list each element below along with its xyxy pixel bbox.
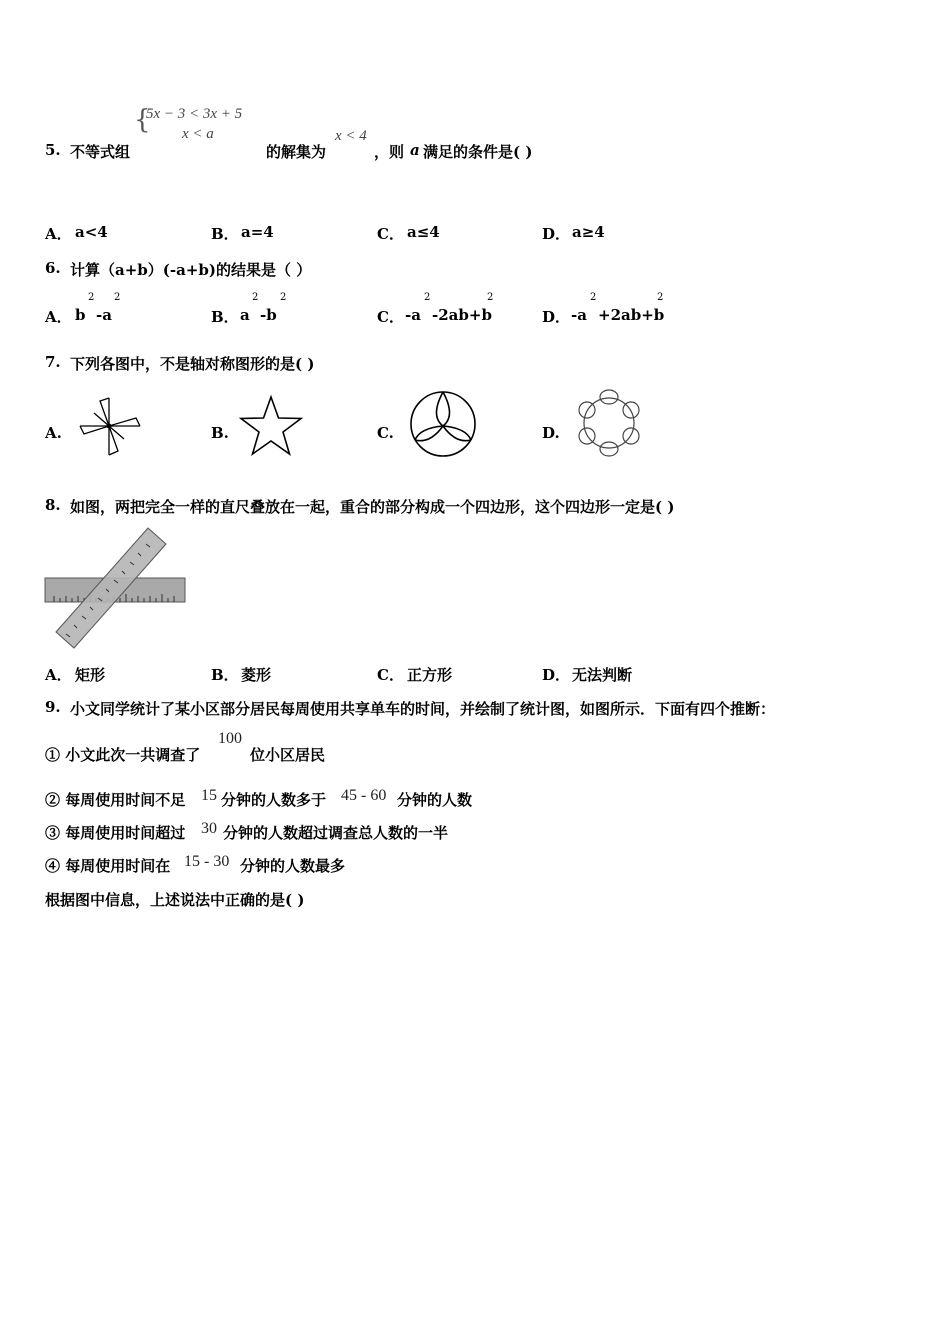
q6-option-a-letter: A． <box>45 308 72 326</box>
q5-tail-post: 满足的条件是( ) <box>423 143 533 161</box>
q6-option-b-base2: -b <box>260 306 277 324</box>
q6-option-c-base1: -a <box>405 306 421 324</box>
q5-mid-text: 的解集为 <box>266 143 327 161</box>
q9-statement-4-pre: ④ 每周使用时间在 <box>45 857 171 875</box>
q7-option-b-letter: B. <box>211 424 229 442</box>
q9-question: 根据图中信息，上述说法中正确的是( ) <box>45 891 305 909</box>
q6-option-c-exp1: 2 <box>424 292 431 303</box>
q7-option-a-letter: A. <box>45 424 62 442</box>
q5-option-a: a<4 <box>75 223 108 241</box>
q5-option-c: a≤4 <box>407 223 440 241</box>
system-brace: { <box>134 105 151 135</box>
q9-statement-2-mid: 分钟的人数多于 <box>221 791 327 809</box>
q5-number: 5. <box>45 141 61 159</box>
q8-option-a-letter: A． <box>45 666 72 684</box>
q9-statement-1-post: 位小区居民 <box>250 746 326 764</box>
q6-option-d-base1: -a <box>571 306 587 324</box>
q9-statement-2-number-1: 15 <box>201 787 217 804</box>
q5-option-a-letter: A． <box>45 225 72 243</box>
q6-option-c-letter: C． <box>377 308 404 326</box>
q5-lead-text: 不等式组 <box>70 143 131 161</box>
q9-statement-2-number-2: 45 - 60 <box>341 787 387 804</box>
q8-text: 如图，两把完全一样的直尺叠放在一起，重合的部分构成一个四边形，这个四边形一定是( ) <box>70 498 675 516</box>
overlapping-rulers-figure <box>44 524 190 652</box>
star-figure <box>238 394 304 458</box>
q9-statement-3-post: 分钟的人数超过调查总人数的一半 <box>223 824 449 842</box>
q9-statement-3-pre: ③ 每周使用时间超过 <box>45 824 186 842</box>
q5-option-c-letter: C． <box>377 225 404 243</box>
q6-number: 6. <box>45 259 61 277</box>
flower-figure <box>570 385 648 461</box>
q5-var-a: a <box>410 141 420 159</box>
q8-number: 8. <box>45 496 61 514</box>
q9-text: 小文同学统计了某小区部分居民每周使用共享单车的时间，并绘制了统计图，如图所示．下面有四个推断： <box>70 700 776 718</box>
q6-option-d-exp1: 2 <box>590 292 597 303</box>
q6-option-d-base2: +2ab+b <box>598 306 665 324</box>
q6-option-a-exp1: 2 <box>88 292 95 303</box>
q5-solution: x < 4 <box>335 128 367 144</box>
q5-tail-pre: ，则 <box>374 143 405 161</box>
q5-option-b: a=4 <box>241 223 274 241</box>
circle-three-arcs-figure <box>406 388 480 460</box>
q9-statement-1-number: 100 <box>218 730 242 747</box>
q7-number: 7. <box>45 353 61 371</box>
q5-option-d: a≥4 <box>572 223 605 241</box>
q8-option-b-letter: B． <box>211 666 239 684</box>
system-line-2: x < a <box>182 126 214 142</box>
q9-statement-4-post: 分钟的人数最多 <box>240 857 346 875</box>
q9-statement-4-number: 15 - 30 <box>184 853 230 870</box>
q9-number: 9. <box>45 698 61 716</box>
q8-option-c: 正方形 <box>407 666 453 684</box>
q6-option-d-exp2: 2 <box>657 292 664 303</box>
q7-option-d-letter: D. <box>542 424 560 442</box>
q6-option-c-exp2: 2 <box>487 292 494 303</box>
q9-statement-2-post: 分钟的人数 <box>397 791 473 809</box>
q8-option-b: 菱形 <box>241 666 272 684</box>
system-line-1: 5x − 3 < 3x + 5 <box>146 106 243 122</box>
q6-option-a-exp2: 2 <box>114 292 121 303</box>
q8-option-d: 无法判断 <box>572 666 633 684</box>
q6-option-b-base1: a <box>240 306 250 324</box>
q6-option-b-exp2: 2 <box>280 292 287 303</box>
q6-option-b-exp1: 2 <box>252 292 259 303</box>
q8-option-a: 矩形 <box>75 666 106 684</box>
q5-option-b-letter: B． <box>211 225 239 243</box>
q8-option-d-letter: D． <box>542 666 571 684</box>
q6-option-b-letter: B． <box>211 308 239 326</box>
q6-option-d-letter: D． <box>542 308 571 326</box>
q7-text: 下列各图中，不是轴对称图形的是( ) <box>70 355 315 373</box>
q6-text: 计算（a+b）(-a+b)的结果是（ ） <box>70 261 312 279</box>
q9-statement-1-pre: ① 小文此次一共调查了 <box>45 746 201 764</box>
q6-option-c-base2: -2ab+b <box>432 306 492 324</box>
q5-option-d-letter: D． <box>542 225 571 243</box>
pinwheel-figure <box>76 393 142 459</box>
q6-option-a-base1: b <box>75 306 86 324</box>
q9-statement-3-number: 30 <box>201 820 217 837</box>
q6-option-a-base2: -a <box>96 306 112 324</box>
q9-statement-2-pre: ② 每周使用时间不足 <box>45 791 186 809</box>
q7-option-c-letter: C. <box>377 424 394 442</box>
q8-option-c-letter: C． <box>377 666 404 684</box>
